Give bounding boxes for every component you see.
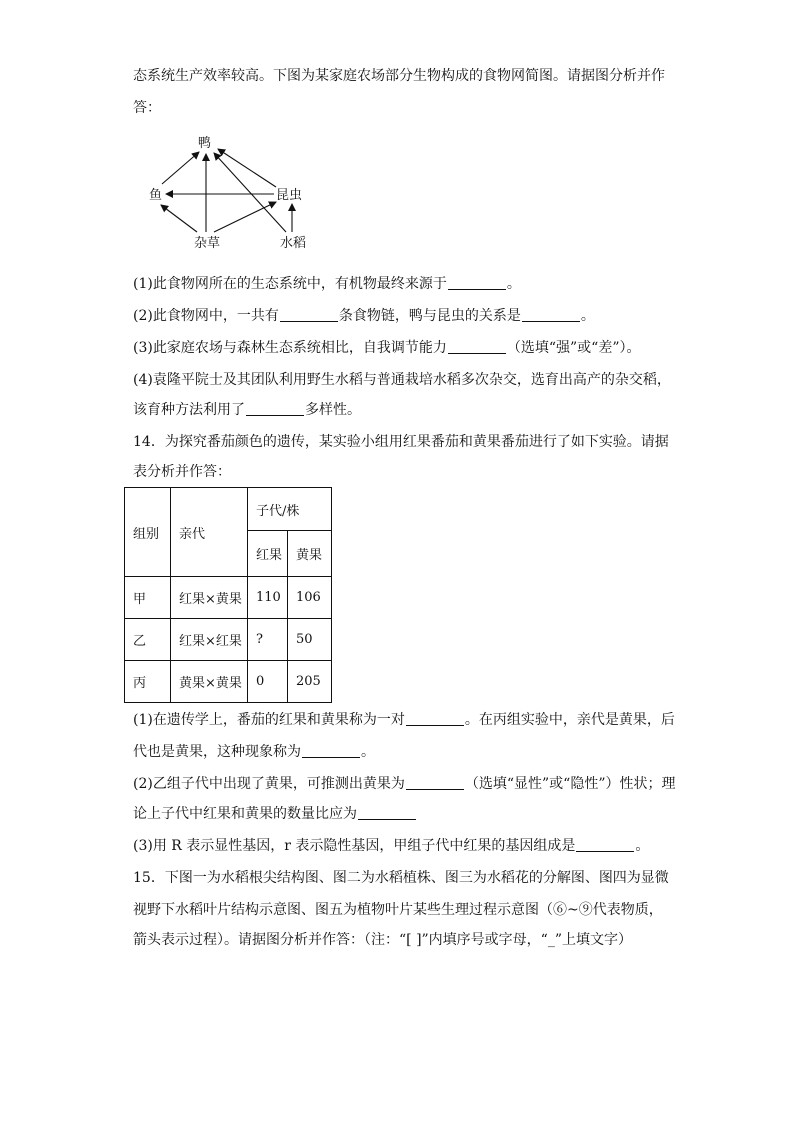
intro-line-1: 态系统生产效率较高。下图为某家庭农场部分生物构成的食物网简图。请据图分析并作: [133, 68, 665, 84]
answer-blank[interactable]: [302, 743, 360, 758]
answer-blank[interactable]: [406, 711, 464, 726]
q15-stem-line-3: 箭头表示过程）。请据图分析并作答：（注：“[ ]”内填序号或字母，“_”上填文字）: [133, 932, 633, 948]
header-group: 组别: [125, 488, 171, 577]
cell-parent: 红果×红果: [171, 619, 248, 661]
q13-part-1: (1)此食物网所在的生态系统中，有机物最终来源于 。: [133, 276, 521, 292]
q14-part-1-line-1: (1)在遗传学上，番茄的红果和黄果称为一对 。在丙组实验中，亲代是黄果，后: [133, 712, 675, 728]
arrow-weed-to-fish: [161, 205, 197, 232]
q14-part-2-line-2: 论上子代中红果和黄果的数量比应为: [133, 804, 417, 824]
table-row: [125, 661, 332, 703]
cell-red: 0: [248, 661, 288, 703]
cell-yellow: 106: [288, 577, 332, 619]
answer-blank[interactable]: [406, 775, 464, 790]
cell-red: 110: [248, 577, 288, 619]
food-web-diagram: [140, 128, 340, 258]
node-fish: 鱼: [149, 188, 163, 203]
answer-blank[interactable]: [522, 307, 580, 322]
answer-blank[interactable]: [280, 307, 338, 322]
q14-stem-line-2: 表分析并作答：: [133, 464, 231, 480]
answer-blank[interactable]: [448, 339, 506, 354]
node-insect: 昆虫: [276, 188, 303, 203]
node-rice: 水稻: [280, 236, 307, 251]
header-yellow: 黄果: [288, 531, 332, 577]
cell-parent: 黄果×黄果: [171, 661, 248, 703]
q14-stem-line-1: 14．为探究番茄颜色的遗传，某实验小组用红果番茄和黄果番茄进行了如下实验。请据: [133, 434, 669, 450]
arrow-weed-to-insect: [214, 202, 276, 232]
q13-part-4-line-1: (4)袁隆平院士及其团队利用野生水稻与普通栽培水稻多次杂交，选育出高产的杂交稻，: [133, 372, 671, 388]
table-row: [125, 619, 332, 661]
arrow-fish-to-duck: [162, 152, 199, 184]
cell-group: 甲: [125, 577, 171, 619]
arrow-insect-to-duck: [218, 149, 276, 187]
cell-yellow: 50: [288, 619, 332, 661]
answer-blank[interactable]: [576, 837, 634, 852]
header-offspring: 子代/株: [248, 488, 332, 531]
answer-blank[interactable]: [358, 805, 416, 820]
cell-red: ?: [248, 619, 288, 661]
answer-blank[interactable]: [448, 275, 506, 290]
answer-blank[interactable]: [246, 401, 304, 416]
node-weed: 杂草: [194, 236, 221, 251]
q13-part-3: (3)此家庭农场与森林生态系统相比，自我调节能力 （选填“强”或“差”）。: [133, 340, 641, 356]
q15-stem-line-1: 15．下图一为水稻根尖结构图、图二为水稻植株、图三为水稻花的分解图、图四为显微: [133, 870, 669, 886]
cell-yellow: 205: [288, 661, 332, 703]
q14-part-3: (3)用 R 表示显性基因，r 表示隐性基因，甲组子代中红果的基因组成是 。: [133, 838, 650, 854]
cell-group: 丙: [125, 661, 171, 703]
cell-parent: 红果×黄果: [171, 577, 248, 619]
q14-data-table: [124, 487, 332, 703]
intro-line-2: 答：: [133, 100, 161, 116]
cell-group: 乙: [125, 619, 171, 661]
header-red: 红果: [248, 531, 288, 577]
q13-part-2: (2)此食物网中，一共有 条食物链，鸭与昆虫的关系是 。: [133, 308, 595, 324]
table-row: [125, 577, 332, 619]
node-duck: 鸭: [198, 136, 212, 151]
header-parent: 亲代: [171, 488, 248, 577]
q15-stem-line-2: 视野下水稻叶片结构示意图、图五为植物叶片某些生理过程示意图（⑥~⑨代表物质，: [133, 902, 663, 918]
q14-part-2-line-1: (2)乙组子代中出现了黄果，可推测出黄果为 （选填“显性”或“隐性”）性状；理: [133, 776, 676, 792]
q14-part-1-line-2: 代也是黄果，这种现象称为 。: [133, 744, 375, 760]
q13-part-4-line-2: 该育种方法利用了 多样性。: [133, 402, 361, 418]
